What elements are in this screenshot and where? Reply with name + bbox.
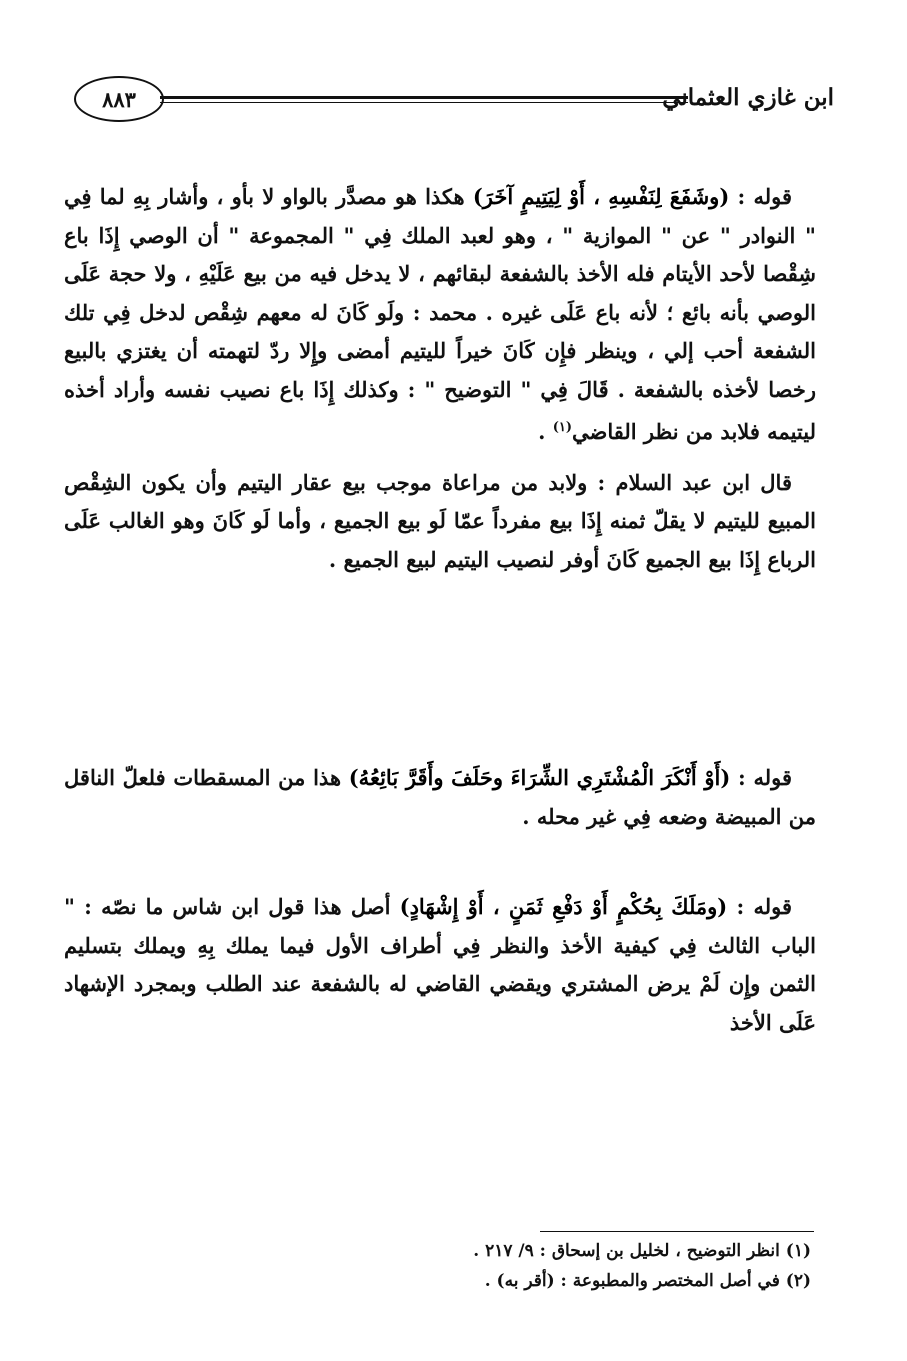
header-rule-thin bbox=[160, 102, 688, 103]
footnote-1: (١) انظر التوضيح ، لخليل بن إسحاق : ٩/ ٢١٧ . bbox=[473, 1241, 811, 1261]
page-header bbox=[74, 72, 834, 142]
paragraph-tail: . bbox=[538, 419, 553, 444]
paragraph-3 bbox=[64, 759, 816, 836]
footnote-reference: (١) bbox=[552, 420, 573, 435]
footnote-2: (٢) في أصل المختصر والمطبوعة : (أقر به) . bbox=[484, 1271, 811, 1291]
paragraph-2 bbox=[64, 464, 816, 580]
footnotes bbox=[311, 1236, 811, 1296]
body-text bbox=[64, 178, 816, 1042]
paragraph-lead: قوله : bbox=[727, 894, 792, 919]
page-number: ٨٨٣ bbox=[74, 76, 164, 122]
paragraph-lead: قوله : bbox=[730, 765, 792, 790]
paragraph-1 bbox=[64, 178, 816, 452]
paragraph-text: أصل هذا قول ابن شاس ما نصّه : " الباب الثالث فِي كيفية الأخذ والنظر فِي أطراف الأول فيما يملك بِهِ ويملك بتسليم الثمن وإِن لَمْ يرض المشتري ويقضي القاضي له بالشفعة عند الطلب وبمجرد الإشهاد عَلَى الأخذ bbox=[64, 894, 816, 1035]
header-rule bbox=[160, 96, 688, 99]
paragraph-lead: قوله : bbox=[729, 184, 793, 209]
paragraph-text: هذا من المسقطات فلعلّ الناقل من المبيضة وضعه فِي غير محله . bbox=[64, 765, 816, 829]
paragraph-text: هكذا هو مصدَّر بالواو لا بأو ، وأشار بِهِ لما فِي " النوادر " عن " الموازية " ، وهو لعبد الملك فِي " المجموعة " أن الوصي إِذَا باع شِقْصا لأحد الأيتام فله الأخذ بالشفعة لبقائهم ، لا يدخل فيه من بيع عَلَيْهِ ، ولا حجة عَلَى الوصي بأنه بائع ؛ لأنه باع عَلَى غيره . محمد : ولَو كَانَ له معهم شِقْص لدخل فِي تلك الشفعة أحب إلي ، وينظر فإِن كَانَ خيراً لليتيم أمضى وإِلا ردّ لتهمته أن يغتزي بالبيع رخصا لأخذه بالشفعة . قَالَ فِي " التوضيح " : وكذلك إِذَا باع نصيب نفسه وأراد أخذه ليتيمه فلابد من نظر القاضي bbox=[64, 184, 816, 444]
paragraph-text: قال ابن عبد السلام : ولابد من مراعاة موجب بيع عقار اليتيم وأن يكون الشِقْص المبيع لليتيم لا يقلّ ثمنه إِذَا بيع مفرداً عمّا لَو بيع الجميع ، وأما لَو كَانَ وهو الغالب عَلَى الرباع إِذَا بيع الجميع كَانَ أوفر لنصيب اليتيم لبيع الجميع . bbox=[64, 469, 816, 572]
quoted-matn: (وشَفَعَ لِنَفْسِهِ ، أَوْ لِيَتِيمٍ آخَرَ) bbox=[472, 184, 730, 209]
paragraph-4 bbox=[64, 888, 816, 1042]
quoted-matn: (ومَلَكَ بِحُكْمٍ أَوْ دَفْعِ ثَمَنٍ ، أَوْ إِشْهَادٍ) bbox=[399, 894, 728, 919]
quoted-matn: (أَوْ أَنْكَرَ الْمُشْتَرِي الشِّرَاءَ وحَلَفَ وأَقَرَّ بَائِعُهُ) bbox=[348, 765, 731, 790]
running-title: ابن غازي العثماني bbox=[662, 84, 834, 111]
footnote-separator bbox=[540, 1231, 814, 1232]
